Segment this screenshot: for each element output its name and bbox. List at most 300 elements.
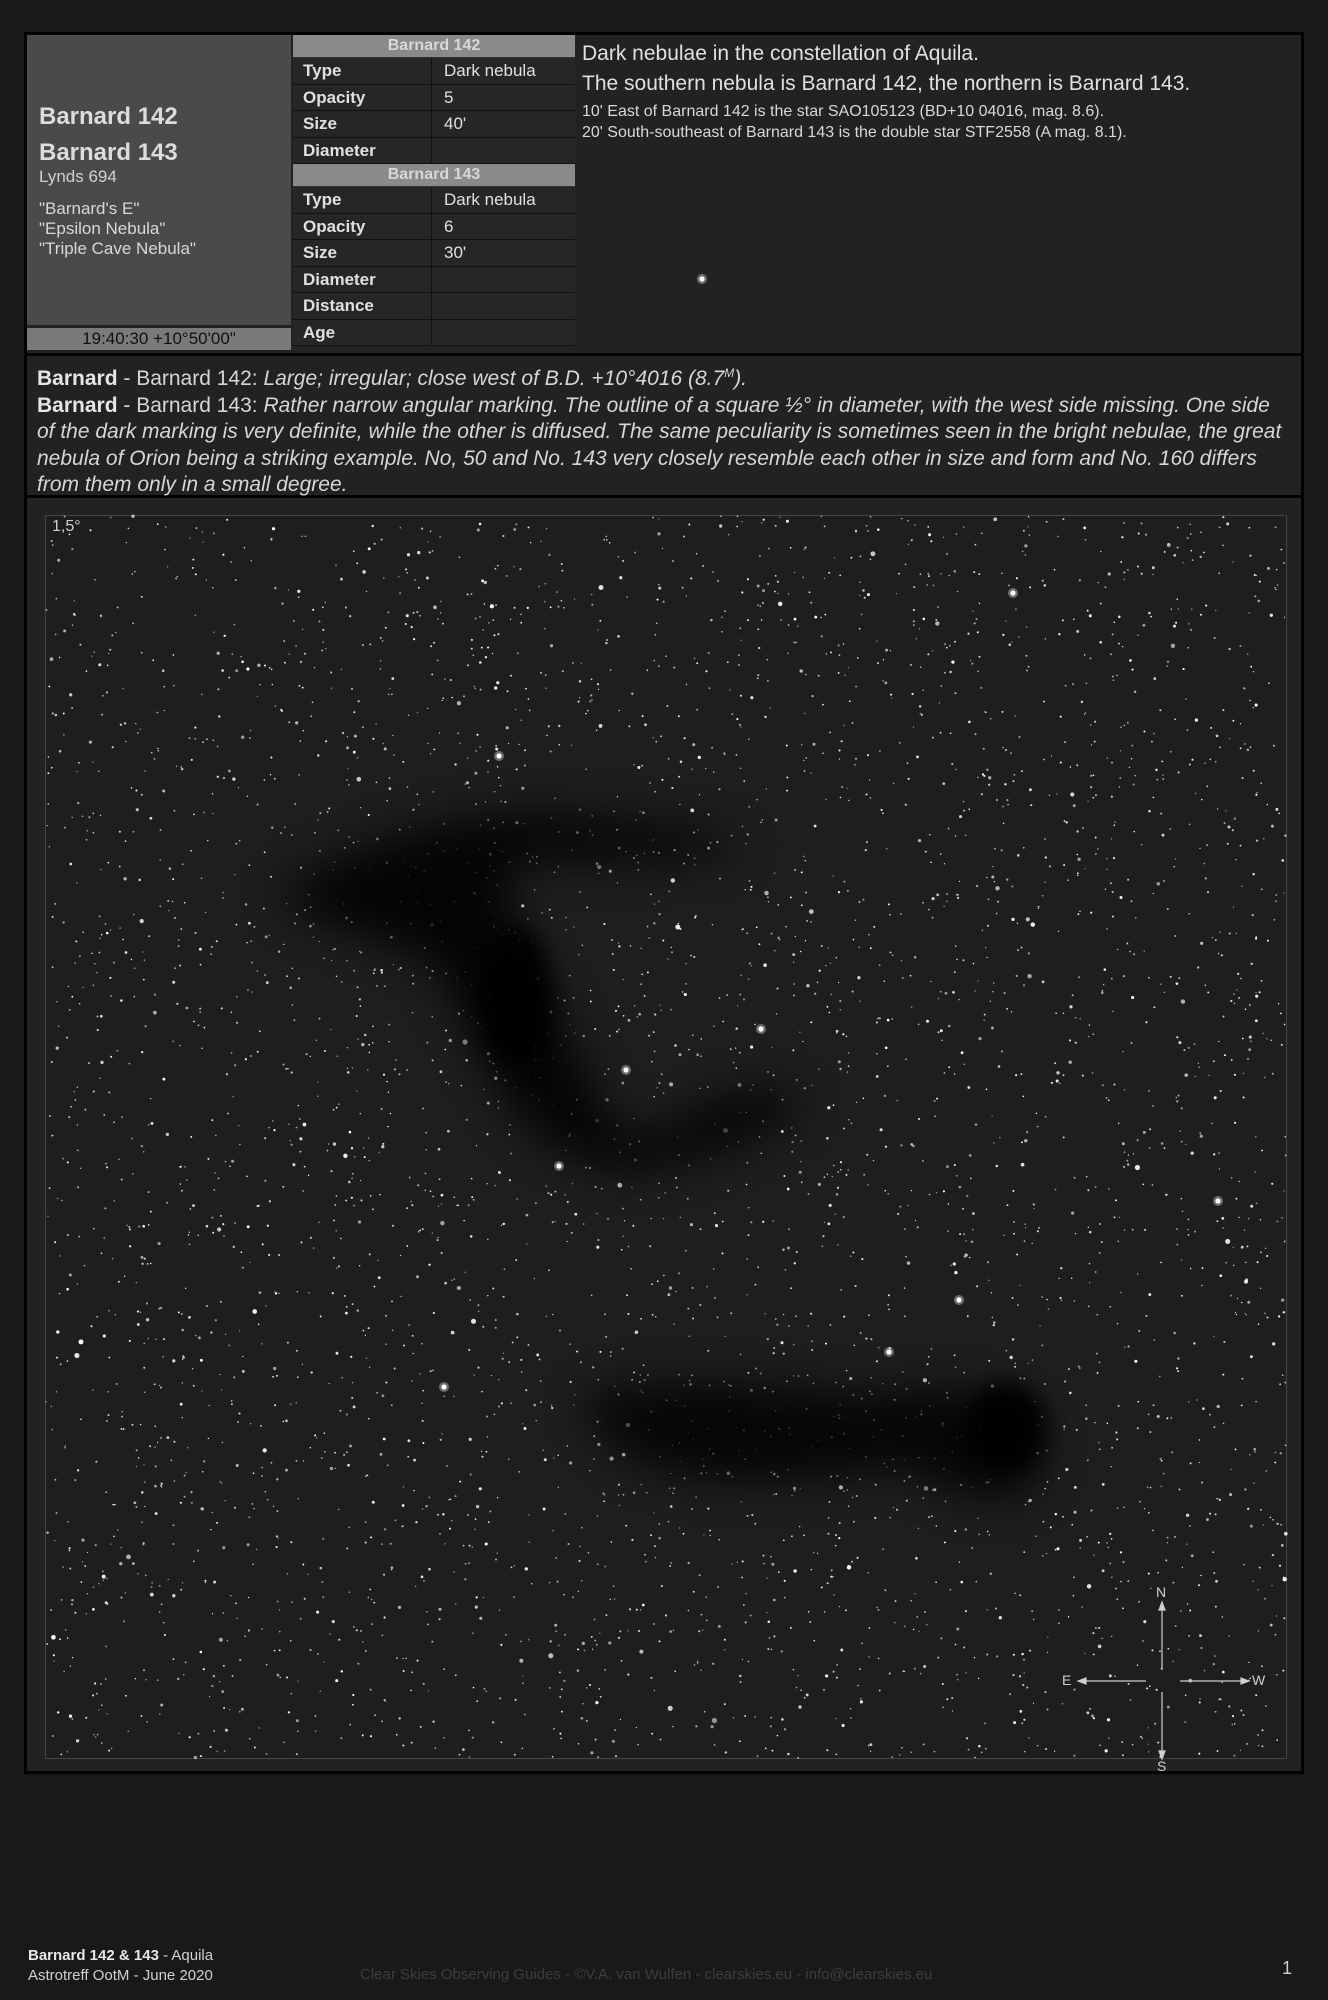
star-point (189, 1208, 191, 1210)
star-point (560, 1738, 562, 1740)
star-point (120, 999, 123, 1002)
star-point (1186, 1543, 1187, 1544)
star-point (805, 674, 806, 675)
star-point (675, 1177, 677, 1179)
star-point (544, 1458, 547, 1461)
star-point (351, 688, 353, 690)
star-point (1028, 952, 1030, 954)
star-point (946, 1698, 948, 1700)
star-point (792, 953, 794, 955)
star-point (513, 1596, 515, 1598)
star-point (1272, 1554, 1274, 1556)
star-point (1124, 1089, 1125, 1090)
star-point (1149, 1147, 1151, 1149)
star-point (224, 1750, 225, 1751)
star-point (536, 863, 538, 865)
star-point (318, 1221, 320, 1223)
star-point (283, 1064, 285, 1066)
star-point (773, 1074, 775, 1076)
star-point (298, 596, 300, 598)
star-point (604, 1313, 606, 1315)
star-point (767, 1648, 769, 1650)
star-point (1079, 1367, 1081, 1369)
table-row (293, 320, 575, 347)
row-key: Age (293, 320, 432, 346)
star-point (231, 1160, 234, 1163)
star-point (246, 942, 247, 943)
star-point (119, 927, 120, 928)
star-point (724, 1639, 726, 1641)
star-point (750, 1615, 752, 1617)
star-point (1190, 533, 1191, 534)
star-point (565, 1513, 567, 1515)
star-point (946, 900, 948, 902)
star-point (1178, 771, 1180, 773)
star-point (516, 1198, 518, 1200)
star-point (52, 1735, 54, 1737)
star-point (1280, 1524, 1282, 1526)
star-point (814, 616, 817, 619)
star-point (1236, 933, 1237, 934)
star-point (762, 819, 763, 820)
star-point (558, 744, 560, 746)
star-point (85, 1717, 87, 1719)
star-point (927, 1363, 929, 1365)
star-point (264, 851, 266, 853)
star-point (836, 1030, 839, 1033)
star-point (787, 1753, 790, 1756)
star-point (335, 1679, 338, 1682)
star-point (686, 595, 687, 596)
star-point (605, 1566, 606, 1567)
star-point (48, 685, 50, 687)
star-point (298, 774, 300, 776)
star-point (487, 646, 489, 648)
star-point (296, 1350, 298, 1352)
star-point (1206, 1518, 1209, 1521)
star-point (747, 1258, 748, 1259)
star-point (163, 1338, 165, 1340)
star-point (938, 998, 939, 999)
star-point (550, 750, 552, 752)
star-point (347, 1071, 350, 1074)
star-point (1275, 589, 1276, 590)
star-point (150, 817, 153, 820)
star-point (195, 615, 196, 616)
star-point (192, 1204, 195, 1207)
star-point (238, 1412, 240, 1414)
star-point (622, 1236, 623, 1237)
star-point (837, 1475, 839, 1477)
star-point (410, 1690, 412, 1692)
star-point (844, 881, 846, 883)
star-point (1177, 547, 1179, 549)
star-point (696, 709, 698, 711)
star-point (1257, 1261, 1259, 1263)
star-point (383, 577, 384, 578)
star-point (1006, 799, 1008, 801)
star-point (411, 1380, 413, 1382)
star-point (459, 1754, 461, 1756)
star-point (497, 766, 498, 767)
star-point (667, 1293, 670, 1296)
star-point (1060, 1297, 1062, 1299)
star-point (654, 1690, 655, 1691)
star-point (398, 576, 399, 577)
star-point (101, 1704, 103, 1706)
star-point (646, 1492, 647, 1493)
star-point (1222, 1374, 1224, 1376)
star-point (80, 1418, 82, 1420)
star-point (855, 920, 856, 921)
star-point (1074, 1486, 1077, 1489)
star-point (563, 1594, 565, 1596)
star-point (660, 1009, 662, 1011)
star-point (159, 1385, 160, 1386)
star-point (694, 857, 696, 859)
star-point (492, 619, 494, 621)
star-point (193, 1560, 195, 1562)
star-point (794, 1262, 796, 1264)
star-point (406, 1245, 408, 1247)
star-point (934, 1751, 936, 1753)
star-point (800, 669, 803, 672)
star-point (154, 1485, 157, 1488)
star-point (297, 1376, 299, 1378)
star-point (870, 551, 875, 556)
star-point (251, 962, 253, 964)
star-point (618, 556, 620, 558)
star-point (1075, 1042, 1077, 1044)
star-point (606, 639, 608, 641)
star-point (1092, 1072, 1094, 1074)
star-point (825, 1343, 827, 1345)
star-point (140, 1424, 141, 1425)
star-point (69, 1274, 72, 1277)
star-point (1120, 1292, 1122, 1294)
star-point (579, 809, 581, 811)
star-point (868, 1656, 869, 1657)
star-point (1144, 951, 1145, 952)
star-point (819, 970, 821, 972)
star-point (157, 748, 159, 750)
star-point (76, 771, 77, 772)
star-point (578, 1591, 579, 1592)
star-point (959, 881, 960, 882)
star-point (59, 1255, 60, 1256)
star-point (561, 1711, 563, 1713)
star-point (821, 1586, 823, 1588)
star-point (718, 1625, 721, 1628)
star-point (907, 1261, 910, 1264)
star-point (220, 1374, 221, 1375)
star-point (65, 1445, 66, 1446)
star-point (455, 1674, 457, 1676)
star-point (1187, 537, 1189, 539)
star-point (856, 1495, 858, 1497)
star-point (879, 750, 881, 752)
star-point (598, 689, 599, 690)
star-point (245, 1058, 247, 1060)
star-point (1062, 518, 1064, 520)
star-point (950, 1589, 952, 1591)
star-point (391, 1300, 393, 1302)
star-point (391, 1569, 393, 1571)
star-point (685, 1250, 687, 1252)
star-point (274, 1291, 275, 1292)
star-point (488, 1521, 490, 1523)
star-point (341, 981, 343, 983)
star-point (486, 1415, 488, 1417)
star-point (1178, 1041, 1181, 1044)
star-point (855, 686, 857, 688)
star-point (515, 524, 517, 526)
star-point (826, 653, 828, 655)
star-point (930, 862, 932, 864)
star-point (839, 1522, 841, 1524)
star-point (873, 1160, 875, 1162)
star-point (351, 1197, 353, 1199)
star-point (994, 881, 996, 883)
star-point (574, 598, 575, 599)
star-point (817, 1553, 818, 1554)
star-point (409, 1177, 411, 1179)
star-point (1075, 1233, 1076, 1234)
star-point (211, 1685, 213, 1687)
star-point (1108, 1188, 1109, 1189)
star-point (1005, 620, 1006, 621)
star-point (1212, 1551, 1214, 1553)
star-point (51, 1061, 53, 1063)
star-point (964, 1253, 967, 1256)
star-point (850, 1708, 851, 1709)
star-point (742, 1659, 743, 1660)
star-point (148, 1338, 150, 1340)
star-point (247, 1543, 250, 1546)
star-point (78, 762, 80, 764)
star-point (793, 1344, 795, 1346)
star-point (1112, 676, 1114, 678)
star-point (803, 856, 805, 858)
star-point (851, 1123, 852, 1124)
star-point (190, 1136, 192, 1138)
table-row (293, 138, 575, 165)
star-point (591, 815, 593, 817)
star-point (321, 650, 323, 652)
star-point (290, 1693, 292, 1695)
star-point (172, 1594, 175, 1597)
star-point (1106, 1097, 1108, 1099)
star-point (93, 984, 95, 986)
star-point (908, 1476, 910, 1478)
star-point (1021, 1722, 1023, 1724)
star-point (50, 1406, 51, 1407)
star-point (1198, 1063, 1199, 1064)
star-point (335, 565, 336, 566)
star-point (389, 688, 390, 689)
star-point (51, 1635, 56, 1640)
star-point (1077, 830, 1079, 832)
star-point (906, 1500, 908, 1502)
star-point (767, 680, 769, 682)
star-point (376, 985, 378, 987)
star-point (1260, 1288, 1261, 1289)
star-point (319, 941, 320, 942)
star-point (1028, 534, 1030, 536)
star-point (423, 1683, 425, 1685)
star-point (674, 1670, 676, 1672)
star-point (391, 1566, 394, 1569)
star-point (923, 1665, 926, 1668)
star-point (325, 740, 327, 742)
star-point (790, 896, 792, 898)
star-point (987, 1531, 989, 1533)
star-point (1014, 1366, 1016, 1368)
star-point (835, 1545, 836, 1546)
star-point (1171, 608, 1172, 609)
star-point (1124, 579, 1125, 580)
star-point (775, 575, 777, 577)
star-point (548, 554, 550, 556)
star-point (154, 1447, 155, 1448)
star-point (751, 886, 753, 888)
star-point (1284, 1532, 1288, 1536)
star-point (922, 902, 924, 904)
star-point (713, 1025, 715, 1027)
star-point (1096, 1353, 1098, 1355)
star-point (1167, 543, 1169, 545)
star-point (1219, 1499, 1222, 1502)
star-point (223, 1665, 225, 1667)
star-point (507, 690, 509, 692)
star-point (631, 1539, 633, 1541)
star-point (66, 1037, 68, 1039)
star-point (437, 1514, 439, 1516)
star-point (182, 1382, 183, 1383)
star-point (1202, 1407, 1205, 1410)
star-point (1016, 975, 1018, 977)
star-point (1204, 762, 1206, 764)
star-point (484, 603, 486, 605)
star-point (118, 1158, 120, 1160)
star-point (913, 609, 915, 611)
star-point (269, 667, 271, 669)
star-point (829, 1501, 831, 1503)
star-point (114, 1200, 115, 1201)
star-point (1021, 1163, 1025, 1167)
star-point (1248, 1508, 1249, 1509)
star-point (710, 619, 713, 622)
star-point (157, 712, 159, 714)
star-point (1119, 896, 1122, 899)
star-point (440, 601, 441, 602)
star-point (71, 1599, 74, 1602)
star-point (1201, 799, 1203, 801)
star-point (983, 748, 985, 750)
star-point (178, 945, 180, 947)
star-point (635, 1331, 638, 1334)
star-point (827, 1106, 830, 1109)
star-point (955, 835, 956, 836)
star-point (93, 1587, 94, 1588)
star-point (992, 1115, 993, 1116)
star-point (203, 541, 204, 542)
star-point (51, 540, 53, 542)
star-point (142, 951, 143, 952)
star-point (579, 1546, 580, 1547)
star-point (691, 768, 692, 769)
star-point (1148, 1090, 1150, 1092)
star-point (783, 1314, 784, 1315)
star-point (197, 1733, 199, 1735)
star-point (1184, 1073, 1188, 1077)
star-point (654, 1051, 656, 1053)
star-point (1091, 744, 1092, 745)
star-point (1248, 1218, 1250, 1220)
star-point (1257, 600, 1260, 603)
star-point (296, 913, 298, 915)
star-point (1019, 1710, 1022, 1713)
star-point (475, 1605, 478, 1608)
star-point (879, 1017, 881, 1019)
star-point (1134, 1360, 1137, 1363)
star-point (471, 639, 473, 641)
star-point (291, 834, 293, 836)
star-point (829, 731, 831, 733)
star-point (709, 1530, 711, 1532)
star-point (228, 1345, 230, 1347)
star-point (648, 1035, 650, 1037)
page-number: 1 (1282, 1958, 1293, 1978)
star-point (381, 1634, 383, 1636)
star-point (354, 1156, 355, 1157)
star-point (553, 1728, 555, 1730)
star-point (288, 1124, 290, 1126)
star-point (1124, 1151, 1126, 1153)
star-point (1137, 565, 1139, 567)
star-point (388, 1024, 390, 1026)
star-point (324, 1050, 326, 1052)
star-point (344, 847, 346, 849)
star-point (991, 875, 994, 878)
star-point (47, 803, 49, 805)
star-point (1266, 1255, 1268, 1257)
star-point (468, 1204, 469, 1205)
star-point (550, 606, 552, 608)
star-point (151, 1586, 153, 1588)
star-point (914, 956, 917, 959)
star-point (590, 1751, 593, 1754)
star-point (899, 1206, 901, 1208)
star-point (155, 1465, 157, 1467)
star-point (1216, 735, 1218, 737)
star-point (63, 734, 64, 735)
star-point (462, 1748, 465, 1751)
star-point (422, 1228, 424, 1230)
star-point (835, 1382, 837, 1384)
star-point (907, 778, 909, 780)
star-point (995, 1608, 997, 1610)
star-point (395, 1519, 397, 1521)
star-point (1247, 1058, 1249, 1060)
star-point (1024, 544, 1027, 547)
star-point (760, 822, 762, 824)
star-point (786, 790, 788, 792)
row-value: Dark nebula (444, 61, 536, 80)
star-point (581, 663, 582, 664)
star-point (652, 517, 654, 519)
star-point (951, 763, 953, 765)
